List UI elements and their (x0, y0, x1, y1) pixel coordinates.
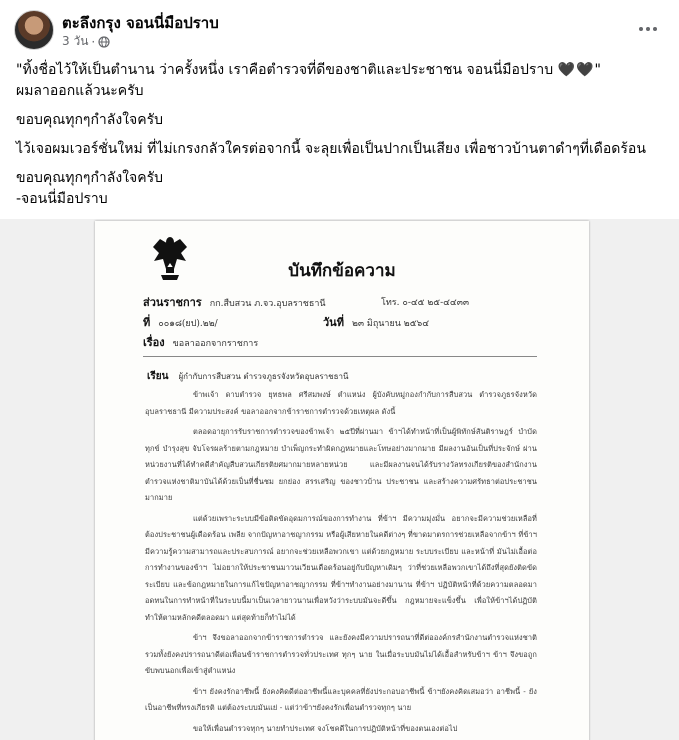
memo-paragraph: แต่ด้วยเพราะระบบมีข้อติดขัดอุดมการณ์ของการทำงาน ที่ข้าฯ มีความมุ่งมั่น อยากจะมีความช่วยเหลือที่ต้องประชาชนผู้เดือดร้อน เพลีย จากปัญหาอาชญากรรม หรือผู้เสียหายในคดีต่างๆ ที่ขาดมาตรการช่วยเหลือจากข้าฯ ที่ข้าฯ มีความรู้ความสามารถและประสบการณ์ อยากจะช่วยเหลือพวกเขา แต่ด้วยกฎหมาย ระบบระเบียบ และหน้าที่ มันไม่เอื้อต่อการทำงานของข้าฯ ไม่อยากให้ประชาชนมาวนเวียนเดือดร้อนอยู่กับปัญหาเดิมๆ ว่าที่ช่วยเหลือพวกเขาได้ถึงที่สุดยังติดขัดระเบียบ และข้อกฎหมายในการแก้ไขปัญหาอาชญากรรม ที่ข้าฯทำงานอย่างมานาน ที่ข้าฯ ปฏิบัติหน้าที่ด้วยความตลอดมา อดทนในการทำหน้าที่ในระบบนี้มาเป็นเวลายาวนานเพื่อหวังว่าระบบมันจะดีขึ้น กฎหมายจะแข็งขึ้น เพื่อให้ข้าฯได้ปฏิบัติ ทำให้ตามหลักคดีตลอดมา แต่สุดท้ายก็ทำไม่ได้ (145, 513, 537, 622)
memo-body (145, 387, 537, 737)
memo-paragraph: ขอให้เพื่อนตำรวจทุกๆ นายทำประเทศ จงโชคดีในการปฏิบัติหน้าที่ของตนเองต่อไป (193, 723, 458, 733)
post-image[interactable] (0, 219, 679, 740)
memo-paragraph: ข้าพเจ้า ดาบตำรวจ ยุทธพล ศรีสมพงษ์ ตำแหน่ง ผู้บังคับหมู่กองกำกับการสืบสวน ตำรวจภูธรจังหวัดอุบลราชธานี มีความประสงค์ ขอลาออกจากข้าราชการตำรวจด้วยเหตุผล ดังนี้ (145, 390, 537, 416)
ref-value: ๐๐๑๘(ยป).๒๒/ (158, 319, 218, 329)
caption-line: ขอบคุณทุกๆกำลังใจครับ (16, 112, 164, 128)
caption-quote: "ทิ้งชื่อไว้ให้เป็นตำนาน ว่าครั้งหนึ่ง เราคือตำรวจที่ดีของชาติและประชาชน จอนนี่มือปราบ (16, 62, 554, 78)
caption-quote-close: " (594, 62, 601, 78)
phone-field (381, 295, 469, 309)
date-label: วันที่ (323, 316, 344, 329)
author-avatar[interactable] (14, 10, 54, 50)
subject-field (143, 333, 258, 351)
phone-value: โทร. ๐-๔๕ ๒๕-๔๔๓๓ (381, 298, 470, 308)
globe-icon (98, 36, 110, 48)
memo-title: บันทึกข้อความ (288, 261, 396, 281)
post-time[interactable]: 3 วัน (62, 34, 89, 48)
subject-value: ขอลาออกจากราชการ (172, 339, 259, 349)
caption-line: ผมลาออกแล้วนะครับ (16, 83, 144, 99)
date-field (323, 313, 429, 331)
post-caption (16, 60, 663, 210)
meta-separator: · (91, 34, 96, 49)
caption-line: ไว้เจอผมเวอร์ชั่นใหม่ ที่ไม่เกรงกลัวใครต่อจากนี้ จะลุยเพื่อเป็นปากเป็นเสียง เพื่อชาวบ้านตาดำๆที่เดือดร้อน (16, 141, 646, 157)
more-dot (639, 27, 643, 31)
agency-label: ส่วนราชการ (143, 296, 202, 309)
memo-paragraph: ข้าฯ ยังคงรักอาชีพนี้ ยังคงคิดดีต่ออาชีพนี้และบุคคลที่ยังประกอบอาชีพนี้ ข้าฯยังคงคิดเสมอว่า อาชีพนี้ - ยังเป็นอาชีพที่ทรงเกียรติ แต่ต้องระบบมันแย่ - แต่ว่าข้าฯยังคงรักเพื่อนตำรวจทุกๆ นาย (145, 686, 537, 712)
more-options-button[interactable] (633, 14, 663, 44)
post-meta (62, 32, 110, 51)
date-value: ๒๓ มิถุนายน ๒๕๖๔ (351, 319, 430, 329)
header-divider (143, 356, 537, 357)
post-header (14, 10, 665, 54)
agency-value: กก.สืบสวน ภ.จว.อุบลราชธานี (209, 299, 326, 309)
memo-document (95, 221, 589, 740)
black-heart-emoji: 🖤🖤 (557, 62, 595, 78)
ref-field (143, 313, 218, 331)
author-name[interactable]: ตะลึงกรุง จอนนี่มือปราบ (62, 14, 219, 32)
more-dot (653, 27, 657, 31)
subject-label: เรื่อง (143, 336, 165, 349)
more-dot (646, 27, 650, 31)
to-value: ผู้กำกับการสืบสวน ตำรวจภูธรจังหวัดอุบลราชธานี (178, 372, 349, 381)
caption-line: -จอนนี่มือปราบ (16, 191, 108, 207)
caption-line: ขอบคุณทุกๆกำลังใจครับ (16, 170, 164, 186)
ref-label: ที่ (143, 316, 151, 329)
memo-paragraph: ข้าฯ จึงขอลาออกจากข้าราชการตำรวจ และยังคงมีความปรารถนาที่ดีต่อองค์กรสำนักงานตำรวจแห่งชาติ รวมทั้งยังคงปรารถนาดีต่อเพื่อนข้าราชการตำรวจทั่วประเทศ ทุกๆ นาย ในเมื่อระบบมันไม่ได้เอื้อสำหรับข้าฯ ข้าฯ จึงขอถูกขับพบนอกเพื่อเข้าสู่ตำแหน่ง (145, 633, 537, 675)
salutation (147, 369, 348, 384)
to-label: เรียน (147, 371, 169, 382)
agency-field (143, 293, 326, 311)
memo-paragraph: ตลอดอายุการรับราชการตำรวจของข้าพเจ้า ๒๕ปีที่ผ่านมา ข้าฯได้ทำหน้าที่เป็นผู้พิทักษ์สันติราษฎร์ บำบัดทุกข์ บำรุงสุข จับโจรผลร้ายตามกฎหมาย บำเพ็ญกระทำผิดกฎหมายและโทษอย่างมากมาย มีผลงานอันเป็นที่ประจักษ์ ผ่านหน่วยงานที่ได้ทำคดีสำคัญสืบสวนเกียรติยศมากมายหลายหน่วย และมีผลงานจนได้รับรางวัลทรงเกียรติของสำนักงานตำรวจแห่งชาติมาบันได้ด้วยเป็นที่ชื่นชม ยกย่อง สรรเสริญ ของชาวบ้าน ประชาชน และสร้างความศรัทธาต่อประชาชนมากมาย (145, 427, 537, 502)
caption-line-quote (16, 60, 663, 81)
